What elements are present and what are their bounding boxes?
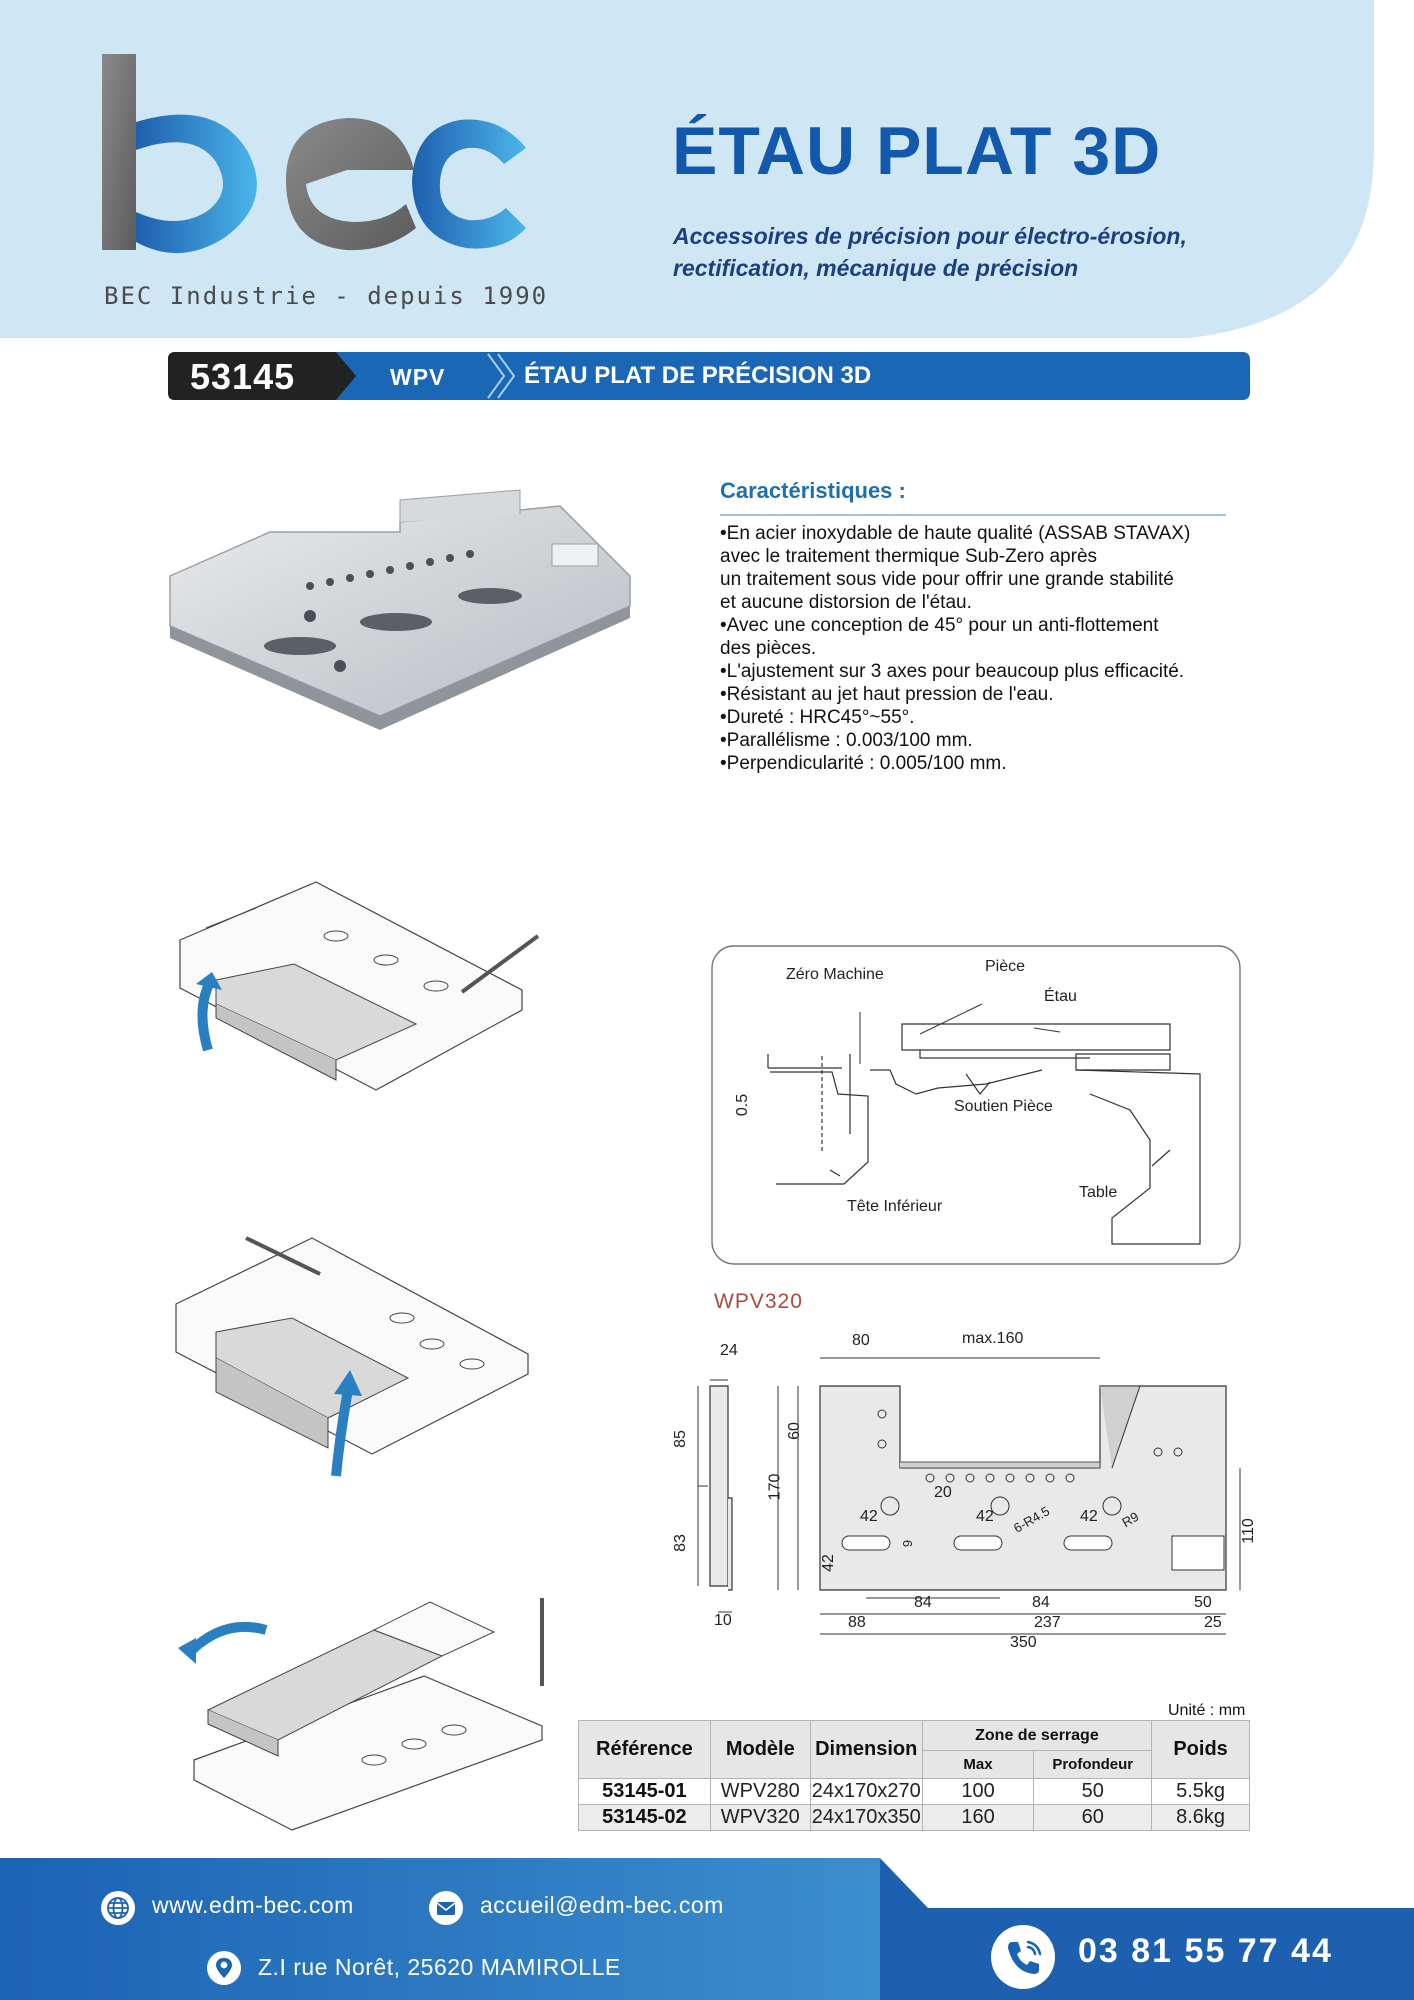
setup-schematic — [710, 944, 1242, 1266]
dim-84-a: 84 — [914, 1594, 932, 1611]
dim-r9: R9 — [1119, 1508, 1142, 1531]
dim-25: 25 — [1204, 1614, 1222, 1631]
label-soutien-piece: Soutien Pièce — [954, 1098, 1053, 1115]
website-link[interactable]: www.edm-bec.com — [152, 1892, 354, 1918]
dim-9: 9 — [900, 1539, 916, 1548]
characteristic-item: •Dureté : HRC45°~55°. — [720, 707, 915, 728]
spec-table — [578, 1720, 1250, 1831]
characteristic-item: •Parallélisme : 0.003/100 mm. — [720, 730, 973, 751]
characteristic-item: •Résistant au jet haut pression de l'eau. — [720, 684, 1054, 705]
dim-170: 170 — [766, 1473, 784, 1501]
cell-dimension: 24x170x270 — [810, 1779, 922, 1805]
label-zero-machine: Zéro Machine — [786, 966, 884, 983]
cell-poids: 5.5kg — [1152, 1779, 1250, 1805]
header-max: Max — [922, 1751, 1034, 1779]
dim-42-c: 42 — [1080, 1508, 1098, 1525]
usage-illustration-3 — [174, 1590, 550, 1836]
dim-42-a: 42 — [860, 1508, 878, 1525]
header-profondeur: Profondeur — [1034, 1751, 1152, 1779]
dim-83: 83 — [671, 1534, 689, 1552]
dim-6-r4-5: 6-R4.5 — [1010, 1503, 1053, 1536]
cell-max: 100 — [922, 1779, 1034, 1805]
dim-350: 350 — [1010, 1634, 1037, 1651]
brand-tagline: BEC Industrie - depuis 1990 — [104, 282, 549, 310]
cell-modele: WPV320 — [710, 1805, 810, 1831]
usage-illustration-2 — [172, 1234, 542, 1484]
cell-max: 160 — [922, 1805, 1034, 1831]
product-code: 53145 — [190, 356, 296, 397]
label-tete-inferieur: Tête Inférieur — [847, 1198, 943, 1215]
dim-84-b: 84 — [1032, 1594, 1050, 1611]
cell-reference: 53145-01 — [579, 1779, 711, 1805]
characteristics-list — [720, 522, 1260, 775]
dim-88: 88 — [848, 1614, 866, 1631]
dim-85: 85 — [671, 1430, 689, 1448]
characteristics-divider — [720, 514, 1226, 516]
label-etau: Étau — [1044, 988, 1077, 1005]
header-modele: Modèle — [710, 1721, 810, 1779]
globe-icon — [100, 1890, 136, 1926]
header-zone-serrage: Zone de serrage — [922, 1721, 1151, 1751]
technical-drawing — [668, 1322, 1268, 1662]
dim-42-b: 42 — [976, 1508, 994, 1525]
characteristics-title: Caractéristiques : — [720, 478, 906, 503]
header-reference: Référence — [579, 1721, 711, 1779]
phone-icon — [990, 1924, 1056, 1990]
location-pin-icon — [206, 1950, 242, 1986]
dim-60: 60 — [785, 1422, 803, 1440]
label-offset: 0.5 — [734, 1093, 752, 1117]
label-table: Table — [1079, 1184, 1118, 1201]
usage-illustration-1 — [176, 880, 546, 1110]
dim-42-d: 42 — [819, 1554, 837, 1572]
dim-110: 110 — [1239, 1518, 1257, 1544]
cell-profondeur: 50 — [1034, 1779, 1152, 1805]
product-model: WPV — [390, 364, 446, 390]
dim-50: 50 — [1194, 1594, 1212, 1611]
dim-20: 20 — [934, 1484, 952, 1501]
label-piece: Pièce — [985, 958, 1026, 975]
dim-10: 10 — [714, 1612, 732, 1629]
characteristic-item: •Perpendicularité : 0.005/100 mm. — [720, 753, 1007, 774]
product-name: ÉTAU PLAT DE PRÉCISION 3D — [524, 362, 872, 389]
dim-24: 24 — [720, 1342, 738, 1359]
mail-icon — [428, 1890, 464, 1926]
page-subtitle — [673, 220, 1187, 284]
cell-reference: 53145-02 — [579, 1805, 711, 1831]
table-row — [579, 1779, 1250, 1805]
email-link[interactable]: accueil@edm-bec.com — [480, 1892, 724, 1918]
cell-profondeur: 60 — [1034, 1805, 1152, 1831]
characteristic-item: •En acier inoxydable de haute qualité (ASSAB STAVAX) avec le traitement thermique Sub-Zero après un traitement sous vide pour offrir une grande stabilité et aucune distorsion de l'étau. — [720, 523, 1191, 613]
vise-product-photo — [160, 486, 640, 736]
characteristic-item: •Avec une conception de 45° pour un anti-flottement des pièces. — [720, 615, 1159, 659]
characteristic-item: •L'ajustement sur 3 axes pour beaucoup plus efficacité. — [720, 661, 1185, 682]
address-text: Z.I rue Norêt, 25620 MAMIROLLE — [258, 1954, 621, 1980]
subtitle-line-2: rectification, mécanique de précision — [673, 255, 1079, 281]
page-title: ÉTAU PLAT 3D — [672, 113, 1162, 189]
table-row — [579, 1805, 1250, 1831]
phone-number[interactable]: 03 81 55 77 44 — [1078, 1932, 1333, 1970]
unit-label: Unité : mm — [1168, 1702, 1246, 1719]
bec-logo — [96, 52, 532, 288]
dim-max160: max.160 — [962, 1330, 1024, 1347]
product-bar — [168, 352, 1250, 400]
subtitle-line-1: Accessoires de précision pour électro-érosion, — [673, 223, 1187, 249]
dim-237: 237 — [1034, 1614, 1061, 1631]
dim-80: 80 — [852, 1332, 870, 1349]
cell-dimension: 24x170x350 — [810, 1805, 922, 1831]
cell-modele: WPV280 — [710, 1779, 810, 1805]
cell-poids: 8.6kg — [1152, 1805, 1250, 1831]
header-dimension: Dimension — [810, 1721, 922, 1779]
header-poids: Poids — [1152, 1721, 1250, 1779]
drawing-title: WPV320 — [714, 1290, 803, 1313]
